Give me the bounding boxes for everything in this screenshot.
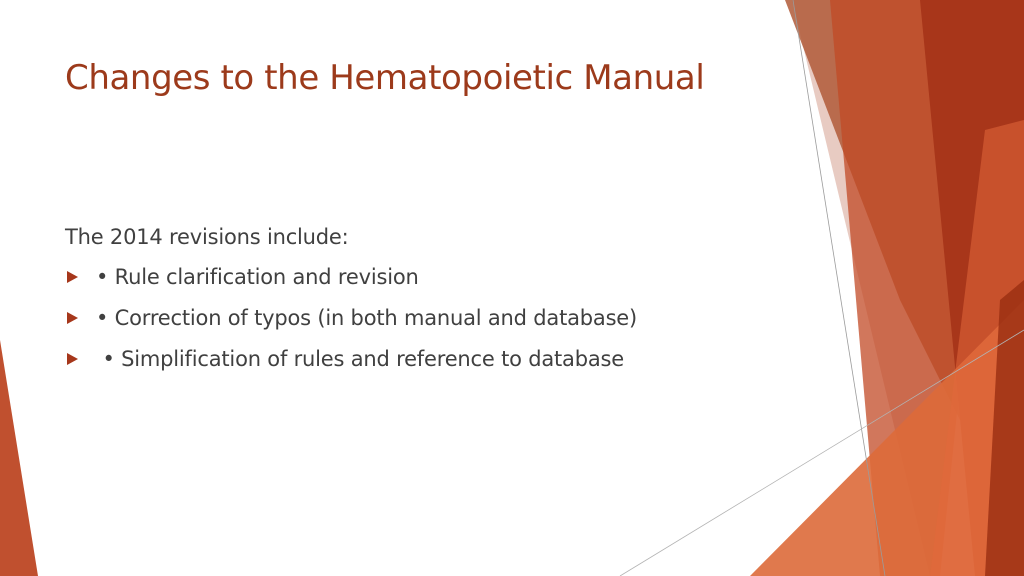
- triangle-bullet-icon: [67, 271, 78, 283]
- bullet-text: • Simplification of rules and reference to database: [96, 347, 624, 371]
- triangle-bullet-icon: [67, 353, 78, 365]
- bullet-text: • Correction of typos (in both manual and database): [96, 306, 638, 330]
- slide-title: Changes to the Hematopoietic Manual: [65, 58, 705, 98]
- list-item: [65, 344, 765, 374]
- left-edge-shape: [0, 340, 38, 576]
- bullet-list: [65, 262, 765, 374]
- intro-text: The 2014 revisions include:: [65, 225, 349, 249]
- list-item: [65, 303, 765, 333]
- list-item: [65, 262, 765, 292]
- triangle-bullet-icon: [67, 312, 78, 324]
- bullet-text: • Rule clarification and revision: [96, 265, 419, 289]
- slide-body: [65, 222, 765, 385]
